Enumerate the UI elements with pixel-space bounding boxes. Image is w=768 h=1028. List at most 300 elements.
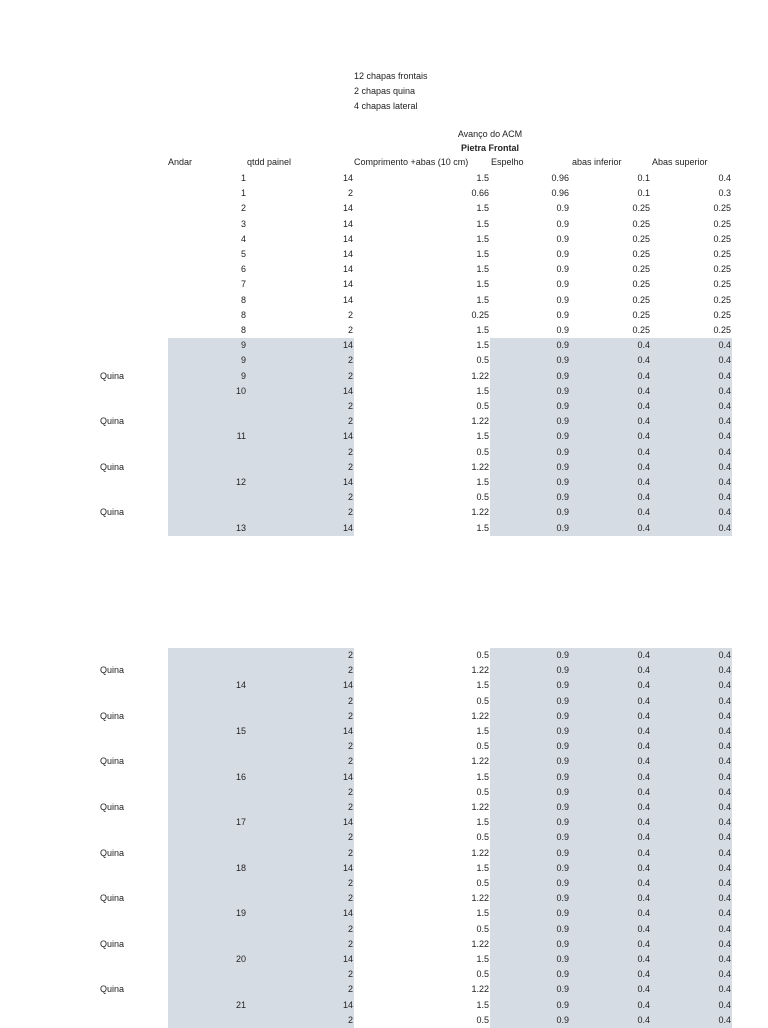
- cell-comp: 0.5: [476, 355, 489, 366]
- cell-qtdd: 2: [347, 969, 353, 980]
- cell-andar: 9: [240, 370, 246, 381]
- cell-andar: 11: [236, 431, 246, 442]
- cell-andar: 2: [240, 203, 246, 214]
- table-row: [0, 262, 768, 277]
- table-row: [0, 876, 768, 891]
- cell-esp: 0.9: [556, 832, 569, 843]
- table-row: [0, 648, 768, 663]
- cell-andar: 7: [240, 279, 246, 290]
- cell-sup: 0.25: [713, 264, 731, 275]
- table-row: [0, 982, 768, 997]
- table-row: [0, 1013, 768, 1028]
- table-row: [0, 724, 768, 739]
- cell-andar: 14: [235, 680, 246, 691]
- cell-esp: 0.9: [556, 786, 569, 797]
- cell-sup: 0.25: [713, 249, 731, 259]
- cell-andar: 15: [235, 726, 246, 736]
- cell-sup: 0.25: [713, 294, 731, 305]
- cell-sup: 0.4: [718, 461, 731, 472]
- cell-sup: 0.4: [718, 726, 731, 736]
- cell-comp: 1.5: [476, 477, 489, 487]
- cell-comp: 1.5: [476, 294, 489, 305]
- cell-inf: 0.4: [637, 893, 650, 904]
- cell-inf: 0.4: [637, 416, 650, 427]
- table-row: [0, 861, 768, 876]
- cell-inf: 0.4: [637, 832, 650, 843]
- header-abas-superior: Abas superior: [652, 157, 708, 167]
- table-row: [0, 429, 768, 444]
- cell-sup: 0.4: [718, 446, 731, 457]
- cell-esp: 0.9: [556, 340, 569, 351]
- cell-esp: 0.9: [556, 355, 569, 366]
- cell-inf: 0.25: [632, 325, 650, 335]
- cell-comp: 0.5: [476, 741, 489, 752]
- cell-label: Quina: [100, 665, 125, 676]
- cell-qtdd: 2: [347, 309, 353, 320]
- header-abas-inferior: abas inferior: [572, 157, 622, 167]
- cell-andar: 6: [240, 264, 246, 275]
- cell-esp: 0.9: [556, 401, 569, 411]
- cell-qtdd: 2: [347, 695, 353, 706]
- cell-sup: 0.4: [718, 695, 731, 706]
- cell-qtdd: 2: [347, 416, 353, 427]
- cell-esp: 0.96: [551, 188, 569, 199]
- cell-inf: 0.4: [637, 878, 650, 888]
- table-row: [0, 922, 768, 937]
- cell-comp: 1.22: [471, 893, 489, 904]
- table-row: [0, 308, 768, 323]
- cell-esp: 0.9: [556, 203, 569, 214]
- cell-esp: 0.9: [556, 1014, 569, 1025]
- cell-label: Quina: [100, 416, 125, 427]
- cell-andar: 1: [240, 173, 246, 183]
- table-row: [0, 800, 768, 815]
- cell-qtdd: 14: [342, 294, 353, 305]
- cell-comp: 1.5: [476, 218, 489, 229]
- cell-andar: 3: [240, 218, 246, 229]
- cell-comp: 0.5: [476, 786, 489, 797]
- cell-label: Quina: [100, 507, 125, 518]
- cell-esp: 0.9: [556, 984, 569, 995]
- cell-qtdd: 14: [342, 726, 353, 736]
- cell-comp: 0.25: [471, 309, 489, 320]
- cell-sup: 0.4: [718, 522, 731, 533]
- cell-andar: 19: [235, 908, 246, 919]
- cell-comp: 0.5: [476, 650, 489, 660]
- table-row: [0, 952, 768, 967]
- cell-label: Quina: [100, 710, 125, 721]
- cell-comp: 1.5: [476, 771, 489, 782]
- cell-sup: 0.4: [718, 847, 731, 858]
- cell-esp: 0.9: [556, 954, 569, 964]
- cell-inf: 0.4: [637, 401, 650, 411]
- cell-sup: 0.4: [718, 954, 731, 964]
- cell-sup: 0.4: [718, 710, 731, 721]
- cell-qtdd: 2: [347, 650, 353, 660]
- cell-comp: 1.5: [476, 249, 489, 259]
- cell-qtdd: 2: [347, 847, 353, 858]
- cell-qtdd: 14: [342, 522, 353, 533]
- cell-inf: 0.4: [637, 650, 650, 660]
- cell-label: Quina: [100, 893, 125, 904]
- cell-qtdd: 2: [347, 938, 353, 949]
- cell-comp: 1.22: [471, 710, 489, 721]
- cell-esp: 0.96: [551, 173, 569, 183]
- cell-qtdd: 2: [347, 923, 353, 934]
- cell-label: Quina: [100, 847, 125, 858]
- table-row: [0, 678, 768, 693]
- cell-inf: 0.4: [637, 923, 650, 934]
- cell-inf: 0.4: [637, 847, 650, 858]
- cell-qtdd: 14: [342, 862, 353, 873]
- cell-sup: 0.4: [718, 832, 731, 843]
- cell-comp: 1.5: [476, 522, 489, 533]
- table-row: [0, 754, 768, 769]
- cell-comp: 0.5: [476, 446, 489, 457]
- cell-qtdd: 2: [347, 878, 353, 888]
- cell-inf: 0.25: [632, 264, 650, 275]
- cell-comp: 1.5: [476, 431, 489, 442]
- cell-esp: 0.9: [556, 862, 569, 873]
- cell-andar: 4: [240, 233, 246, 244]
- cell-qtdd: 2: [347, 188, 353, 199]
- cell-sup: 0.4: [718, 431, 731, 442]
- cell-label: Quina: [100, 756, 125, 767]
- table-row: [0, 475, 768, 490]
- cell-sup: 0.4: [718, 756, 731, 767]
- cell-sup: 0.4: [718, 370, 731, 381]
- cell-inf: 0.25: [632, 203, 650, 214]
- cell-andar: 18: [235, 862, 246, 873]
- cell-comp: 1.5: [476, 385, 489, 396]
- cell-inf: 0.4: [637, 862, 650, 873]
- cell-esp: 0.9: [556, 385, 569, 396]
- cell-comp: 0.5: [476, 923, 489, 934]
- cell-sup: 0.4: [718, 999, 731, 1010]
- cell-qtdd: 14: [342, 680, 353, 691]
- cell-esp: 0.9: [556, 370, 569, 381]
- cell-qtdd: 2: [347, 446, 353, 457]
- cell-sup: 0.4: [718, 385, 731, 396]
- cell-inf: 0.25: [632, 249, 650, 259]
- cell-sup: 0.4: [718, 878, 731, 888]
- cell-sup: 0.4: [718, 680, 731, 691]
- cell-inf: 0.25: [632, 233, 650, 244]
- cell-inf: 0.4: [637, 355, 650, 366]
- cell-esp: 0.9: [556, 695, 569, 706]
- cell-sup: 0.4: [718, 416, 731, 427]
- table-row: [0, 323, 768, 338]
- cell-comp: 1.22: [471, 370, 489, 381]
- cell-inf: 0.4: [637, 370, 650, 381]
- cell-comp: 1.5: [476, 325, 489, 335]
- cell-qtdd: 2: [347, 401, 353, 411]
- cell-inf: 0.4: [637, 786, 650, 797]
- cell-sup: 0.4: [718, 908, 731, 919]
- table-row: [0, 967, 768, 982]
- cell-sup: 0.3: [718, 188, 731, 199]
- cell-comp: 1.22: [471, 802, 489, 812]
- cell-label: Quina: [100, 984, 125, 995]
- cell-qtdd: 2: [347, 665, 353, 676]
- cell-inf: 0.4: [637, 726, 650, 736]
- cell-inf: 0.25: [632, 218, 650, 229]
- cell-qtdd: 2: [347, 984, 353, 995]
- cell-sup: 0.4: [718, 969, 731, 980]
- cell-comp: 0.5: [476, 832, 489, 843]
- cell-esp: 0.9: [556, 802, 569, 812]
- section-title: Pietra Frontal: [460, 143, 519, 153]
- cell-comp: 0.5: [476, 969, 489, 980]
- cell-inf: 0.4: [637, 492, 650, 503]
- cell-inf: 0.1: [637, 188, 650, 199]
- cell-comp: 1.5: [476, 279, 489, 290]
- cell-andar: 8: [240, 294, 246, 305]
- cell-sup: 0.4: [718, 771, 731, 782]
- cell-comp: 1.5: [476, 726, 489, 736]
- cell-esp: 0.9: [556, 923, 569, 934]
- table-row: [0, 247, 768, 262]
- cell-qtdd: 14: [342, 233, 353, 244]
- cell-qtdd: 2: [347, 741, 353, 752]
- table-row: [0, 998, 768, 1013]
- cell-qtdd: 2: [347, 355, 353, 366]
- cell-comp: 1.5: [476, 954, 489, 964]
- cell-inf: 0.4: [637, 938, 650, 949]
- cell-comp: 0.5: [476, 878, 489, 888]
- cell-inf: 0.4: [637, 1014, 650, 1025]
- table-row: [0, 399, 768, 414]
- cell-inf: 0.4: [637, 695, 650, 706]
- cell-esp: 0.9: [556, 665, 569, 676]
- cell-andar: 13: [235, 522, 246, 533]
- cell-inf: 0.4: [637, 771, 650, 782]
- cell-esp: 0.9: [556, 522, 569, 533]
- cell-qtdd: 14: [342, 477, 353, 487]
- cell-sup: 0.4: [718, 802, 731, 812]
- cell-sup: 0.4: [718, 862, 731, 873]
- cell-inf: 0.4: [637, 431, 650, 442]
- cell-label: Quina: [100, 370, 125, 381]
- cell-label: Quina: [100, 461, 125, 472]
- cell-andar: 8: [240, 325, 246, 335]
- table-row: [0, 171, 768, 186]
- cell-esp: 0.9: [556, 938, 569, 949]
- cell-qtdd: 2: [347, 786, 353, 797]
- cell-comp: 1.5: [476, 862, 489, 873]
- cell-qtdd: 14: [342, 385, 353, 396]
- cell-comp: 1.5: [476, 999, 489, 1010]
- cell-comp: 1.5: [476, 340, 489, 351]
- cell-qtdd: 2: [347, 756, 353, 767]
- cell-andar: 9: [240, 355, 246, 366]
- cell-esp: 0.9: [556, 477, 569, 487]
- header-comprimento: Comprimento +abas (10 cm): [354, 157, 469, 167]
- cell-andar: 21: [235, 999, 246, 1010]
- table-row: [0, 217, 768, 232]
- cell-qtdd: 2: [347, 893, 353, 904]
- cell-esp: 0.9: [556, 650, 569, 660]
- table-row: [0, 232, 768, 247]
- cell-comp: 1.22: [471, 984, 489, 995]
- cell-esp: 0.9: [556, 999, 569, 1010]
- cell-qtdd: 14: [342, 817, 353, 828]
- cell-andar: 8: [240, 309, 246, 320]
- cell-esp: 0.9: [556, 309, 569, 320]
- cell-sup: 0.25: [713, 203, 731, 214]
- cell-sup: 0.4: [718, 477, 731, 487]
- cell-inf: 0.4: [637, 756, 650, 767]
- cell-inf: 0.4: [637, 340, 650, 351]
- cell-esp: 0.9: [556, 680, 569, 691]
- header-andar: Andar: [168, 157, 193, 167]
- cell-inf: 0.25: [632, 294, 650, 305]
- cell-inf: 0.4: [637, 954, 650, 964]
- table-row: [0, 186, 768, 201]
- note-frontais: 12 chapas frontais: [354, 71, 428, 81]
- cell-sup: 0.4: [718, 817, 731, 828]
- cell-esp: 0.9: [556, 294, 569, 305]
- table-row: [0, 846, 768, 861]
- cell-comp: 1.5: [476, 908, 489, 919]
- cell-esp: 0.9: [556, 847, 569, 858]
- cell-esp: 0.9: [556, 726, 569, 736]
- cell-esp: 0.9: [556, 279, 569, 290]
- cell-label: Quina: [100, 938, 125, 949]
- cell-inf: 0.4: [637, 522, 650, 533]
- cell-sup: 0.4: [718, 984, 731, 995]
- cell-comp: 0.5: [476, 401, 489, 411]
- table-row: [0, 445, 768, 460]
- table-row: [0, 521, 768, 536]
- cell-inf: 0.1: [637, 173, 650, 183]
- table-row: [0, 906, 768, 921]
- cell-sup: 0.25: [713, 233, 731, 244]
- section-label: Avanço do ACM: [457, 129, 523, 139]
- cell-andar: 12: [235, 477, 246, 487]
- table-row: [0, 830, 768, 845]
- cell-comp: 1.22: [471, 756, 489, 767]
- cell-qtdd: 14: [342, 771, 353, 782]
- cell-qtdd: 14: [342, 954, 353, 964]
- table-row: [0, 709, 768, 724]
- cell-sup: 0.4: [718, 893, 731, 904]
- cell-esp: 0.9: [556, 893, 569, 904]
- cell-inf: 0.4: [637, 710, 650, 721]
- cell-esp: 0.9: [556, 741, 569, 752]
- cell-qtdd: 14: [342, 203, 353, 214]
- cell-andar: 10: [235, 385, 246, 396]
- cell-esp: 0.9: [556, 218, 569, 229]
- cell-esp: 0.9: [556, 756, 569, 767]
- cell-sup: 0.4: [718, 401, 731, 411]
- cell-andar: 17: [235, 817, 246, 828]
- cell-comp: 0.5: [476, 695, 489, 706]
- cell-comp: 1.22: [471, 938, 489, 949]
- cell-inf: 0.4: [637, 477, 650, 487]
- cell-esp: 0.9: [556, 710, 569, 721]
- cell-sup: 0.4: [718, 340, 731, 351]
- cell-comp: 1.22: [471, 507, 489, 518]
- table-row: [0, 338, 768, 353]
- cell-comp: 1.5: [476, 173, 489, 183]
- cell-inf: 0.4: [637, 817, 650, 828]
- cell-esp: 0.9: [556, 249, 569, 259]
- cell-esp: 0.9: [556, 233, 569, 244]
- cell-comp: 1.22: [471, 416, 489, 427]
- cell-esp: 0.9: [556, 431, 569, 442]
- table-row: [0, 201, 768, 216]
- table-row: [0, 770, 768, 785]
- cell-inf: 0.4: [637, 908, 650, 919]
- table-row: [0, 460, 768, 475]
- cell-qtdd: 2: [347, 492, 353, 503]
- cell-esp: 0.9: [556, 446, 569, 457]
- table-row: [0, 694, 768, 709]
- cell-qtdd: 14: [342, 173, 353, 183]
- cell-sup: 0.4: [718, 938, 731, 949]
- cell-sup: 0.25: [713, 279, 731, 290]
- cell-sup: 0.4: [718, 1014, 731, 1025]
- table-row: [0, 490, 768, 505]
- cell-sup: 0.4: [718, 355, 731, 366]
- cell-andar: 16: [235, 771, 246, 782]
- table-row: [0, 505, 768, 520]
- cell-inf: 0.4: [637, 741, 650, 752]
- cell-esp: 0.9: [556, 461, 569, 472]
- cell-qtdd: 2: [347, 1014, 353, 1025]
- cell-qtdd: 2: [347, 325, 353, 335]
- cell-comp: 0.66: [471, 188, 489, 199]
- table-row: [0, 414, 768, 429]
- cell-qtdd: 2: [347, 370, 353, 381]
- table-row: [0, 277, 768, 292]
- header-espelho: Espelho: [491, 157, 524, 167]
- cell-inf: 0.4: [637, 446, 650, 457]
- table-row: [0, 384, 768, 399]
- cell-qtdd: 14: [342, 218, 353, 229]
- cell-qtdd: 14: [342, 431, 353, 442]
- table-row: [0, 815, 768, 830]
- note-quina: 2 chapas quina: [354, 86, 416, 96]
- table-row: [0, 293, 768, 308]
- table-row: [0, 785, 768, 800]
- cell-comp: 0.5: [476, 1014, 489, 1025]
- cell-inf: 0.4: [637, 680, 650, 691]
- cell-sup: 0.25: [713, 218, 731, 229]
- cell-qtdd: 14: [342, 340, 353, 351]
- cell-qtdd: 14: [342, 279, 353, 290]
- cell-sup: 0.25: [713, 325, 731, 335]
- cell-comp: 1.5: [476, 264, 489, 275]
- cell-andar: 1: [240, 188, 246, 199]
- cell-sup: 0.4: [718, 173, 731, 183]
- cell-comp: 1.5: [476, 203, 489, 214]
- cell-qtdd: 14: [342, 249, 353, 259]
- cell-comp: 1.5: [476, 680, 489, 691]
- cell-sup: 0.4: [718, 665, 731, 676]
- cell-andar: 20: [235, 954, 246, 964]
- table-row: [0, 663, 768, 678]
- header-qtdd: qtdd painel: [247, 157, 292, 167]
- cell-comp: 1.22: [471, 665, 489, 676]
- cell-qtdd: 2: [347, 507, 353, 518]
- cell-inf: 0.4: [637, 999, 650, 1010]
- cell-inf: 0.4: [637, 984, 650, 995]
- cell-inf: 0.25: [632, 309, 650, 320]
- cell-esp: 0.9: [556, 908, 569, 919]
- cell-qtdd: 14: [342, 999, 353, 1010]
